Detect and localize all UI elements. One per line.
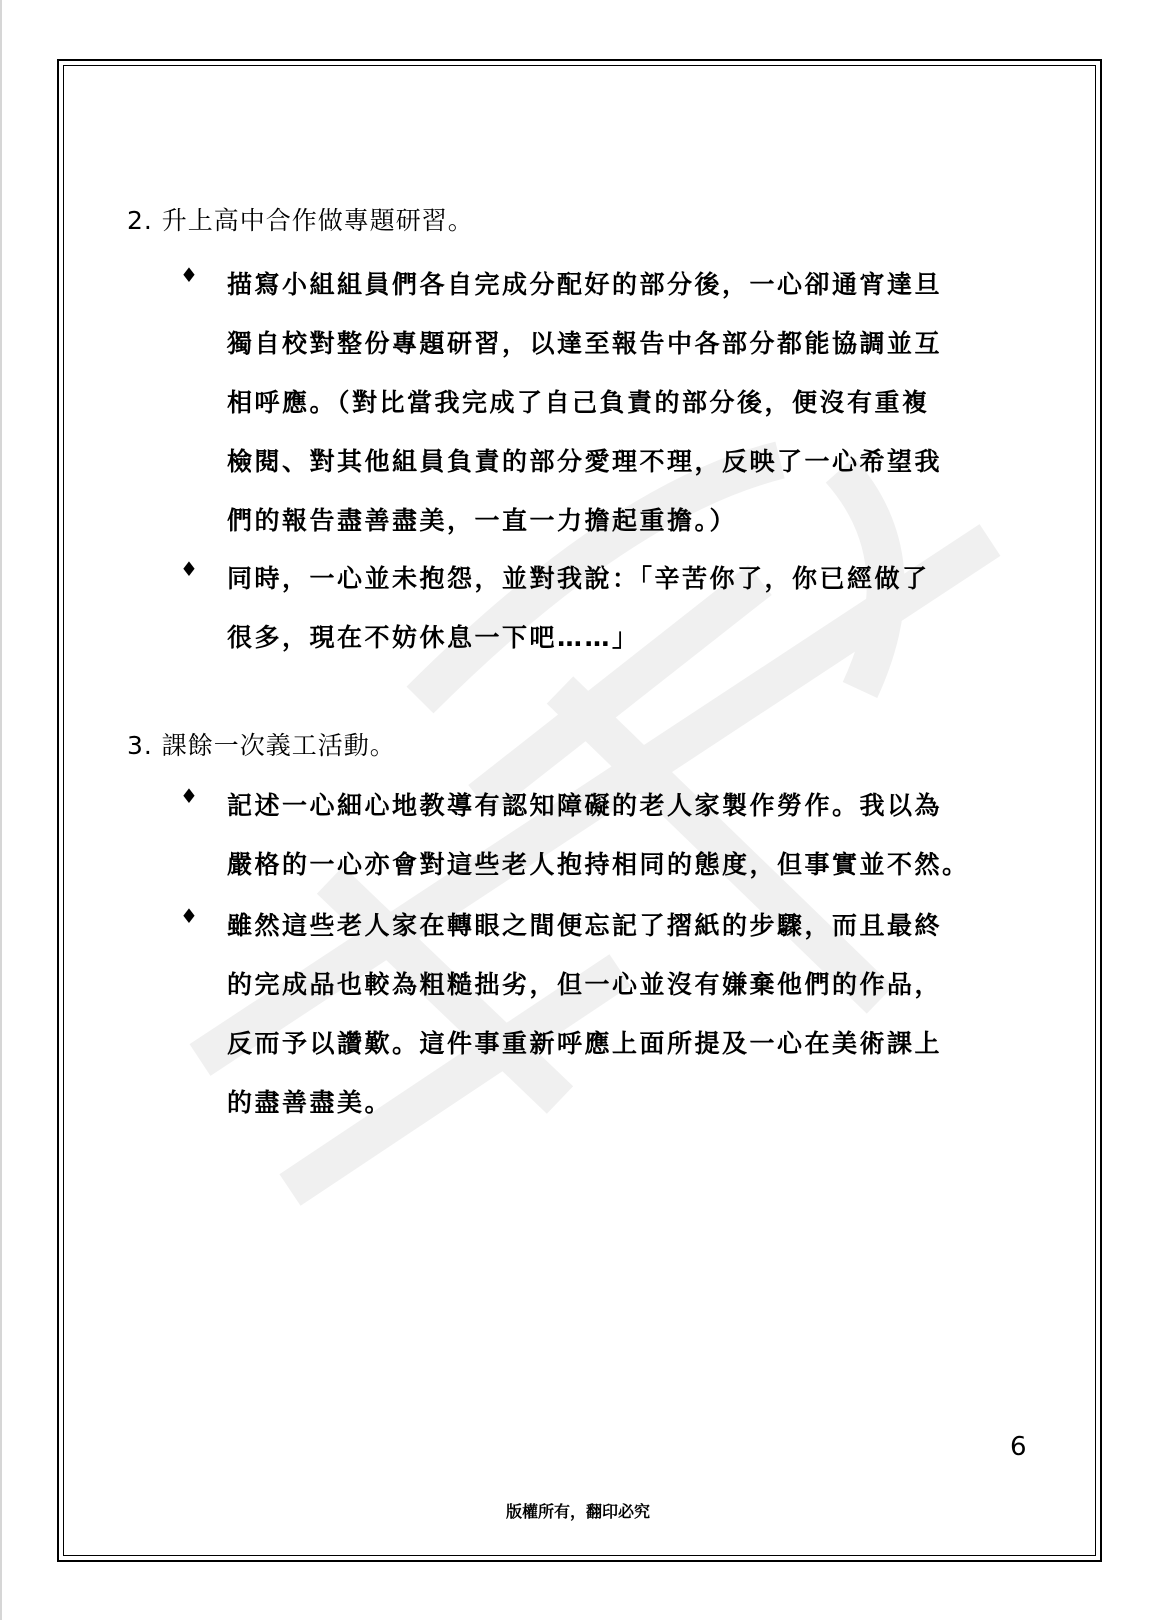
text-line: 雖然這些老人家在轉眼之間便忘記了摺紙的步驟，而且最終 [227, 911, 943, 940]
text-line: 描寫小組組員們各自完成分配好的部分後，一心卻通宵達旦 [227, 270, 943, 299]
text-line: 同時，一心並未抱怨，並對我說：「辛苦你了，你已經做了 [227, 564, 930, 593]
section-heading: 3. 課餘一次義工活動。 [127, 731, 396, 760]
bullet-text [227, 549, 1057, 667]
text-line: 很多，現在不妨休息一下吧……」 [227, 623, 640, 652]
text-line: 相呼應。（對比當我完成了自己負責的部分後，便沒有重複 [227, 388, 930, 417]
text-line: 們的報告盡善盡美，一直一力擔起重擔。） [227, 506, 738, 535]
text-line: 獨自校對整份專題研習，以達至報告中各部分都能協調並互 [227, 329, 943, 358]
bullet-text [227, 896, 1057, 1132]
diamond-bullet-icon: ♦ [180, 263, 198, 287]
section-heading: 2. 升上高中合作做專題研習。 [127, 206, 474, 235]
text-line: 的盡善盡美。 [227, 1088, 393, 1117]
left-edge-shadow [0, 0, 2, 1620]
copyright-footer: 版權所有，翻印必究 [505, 1502, 650, 1521]
diamond-bullet-icon: ♦ [180, 904, 198, 928]
bullet-text [227, 255, 1057, 550]
diamond-bullet-icon: ♦ [180, 784, 198, 808]
text-line: 檢閱、對其他組員負責的部分愛理不理，反映了一心希望我 [227, 447, 943, 476]
page-number: 6 [1010, 1432, 1027, 1462]
text-line: 的完成品也較為粗糙拙劣，但一心並沒有嫌棄他們的作品， [227, 970, 943, 999]
text-line: 嚴格的一心亦會對這些老人抱持相同的態度，但事實並不然。 [227, 850, 970, 879]
text-line: 記述一心細心地教導有認知障礙的老人家製作勞作。我以為 [227, 791, 943, 820]
text-line: 反而予以讚歎。這件事重新呼應上面所提及一心在美術課上 [227, 1029, 943, 1058]
diamond-bullet-icon: ♦ [180, 557, 198, 581]
bullet-text [227, 776, 1057, 894]
